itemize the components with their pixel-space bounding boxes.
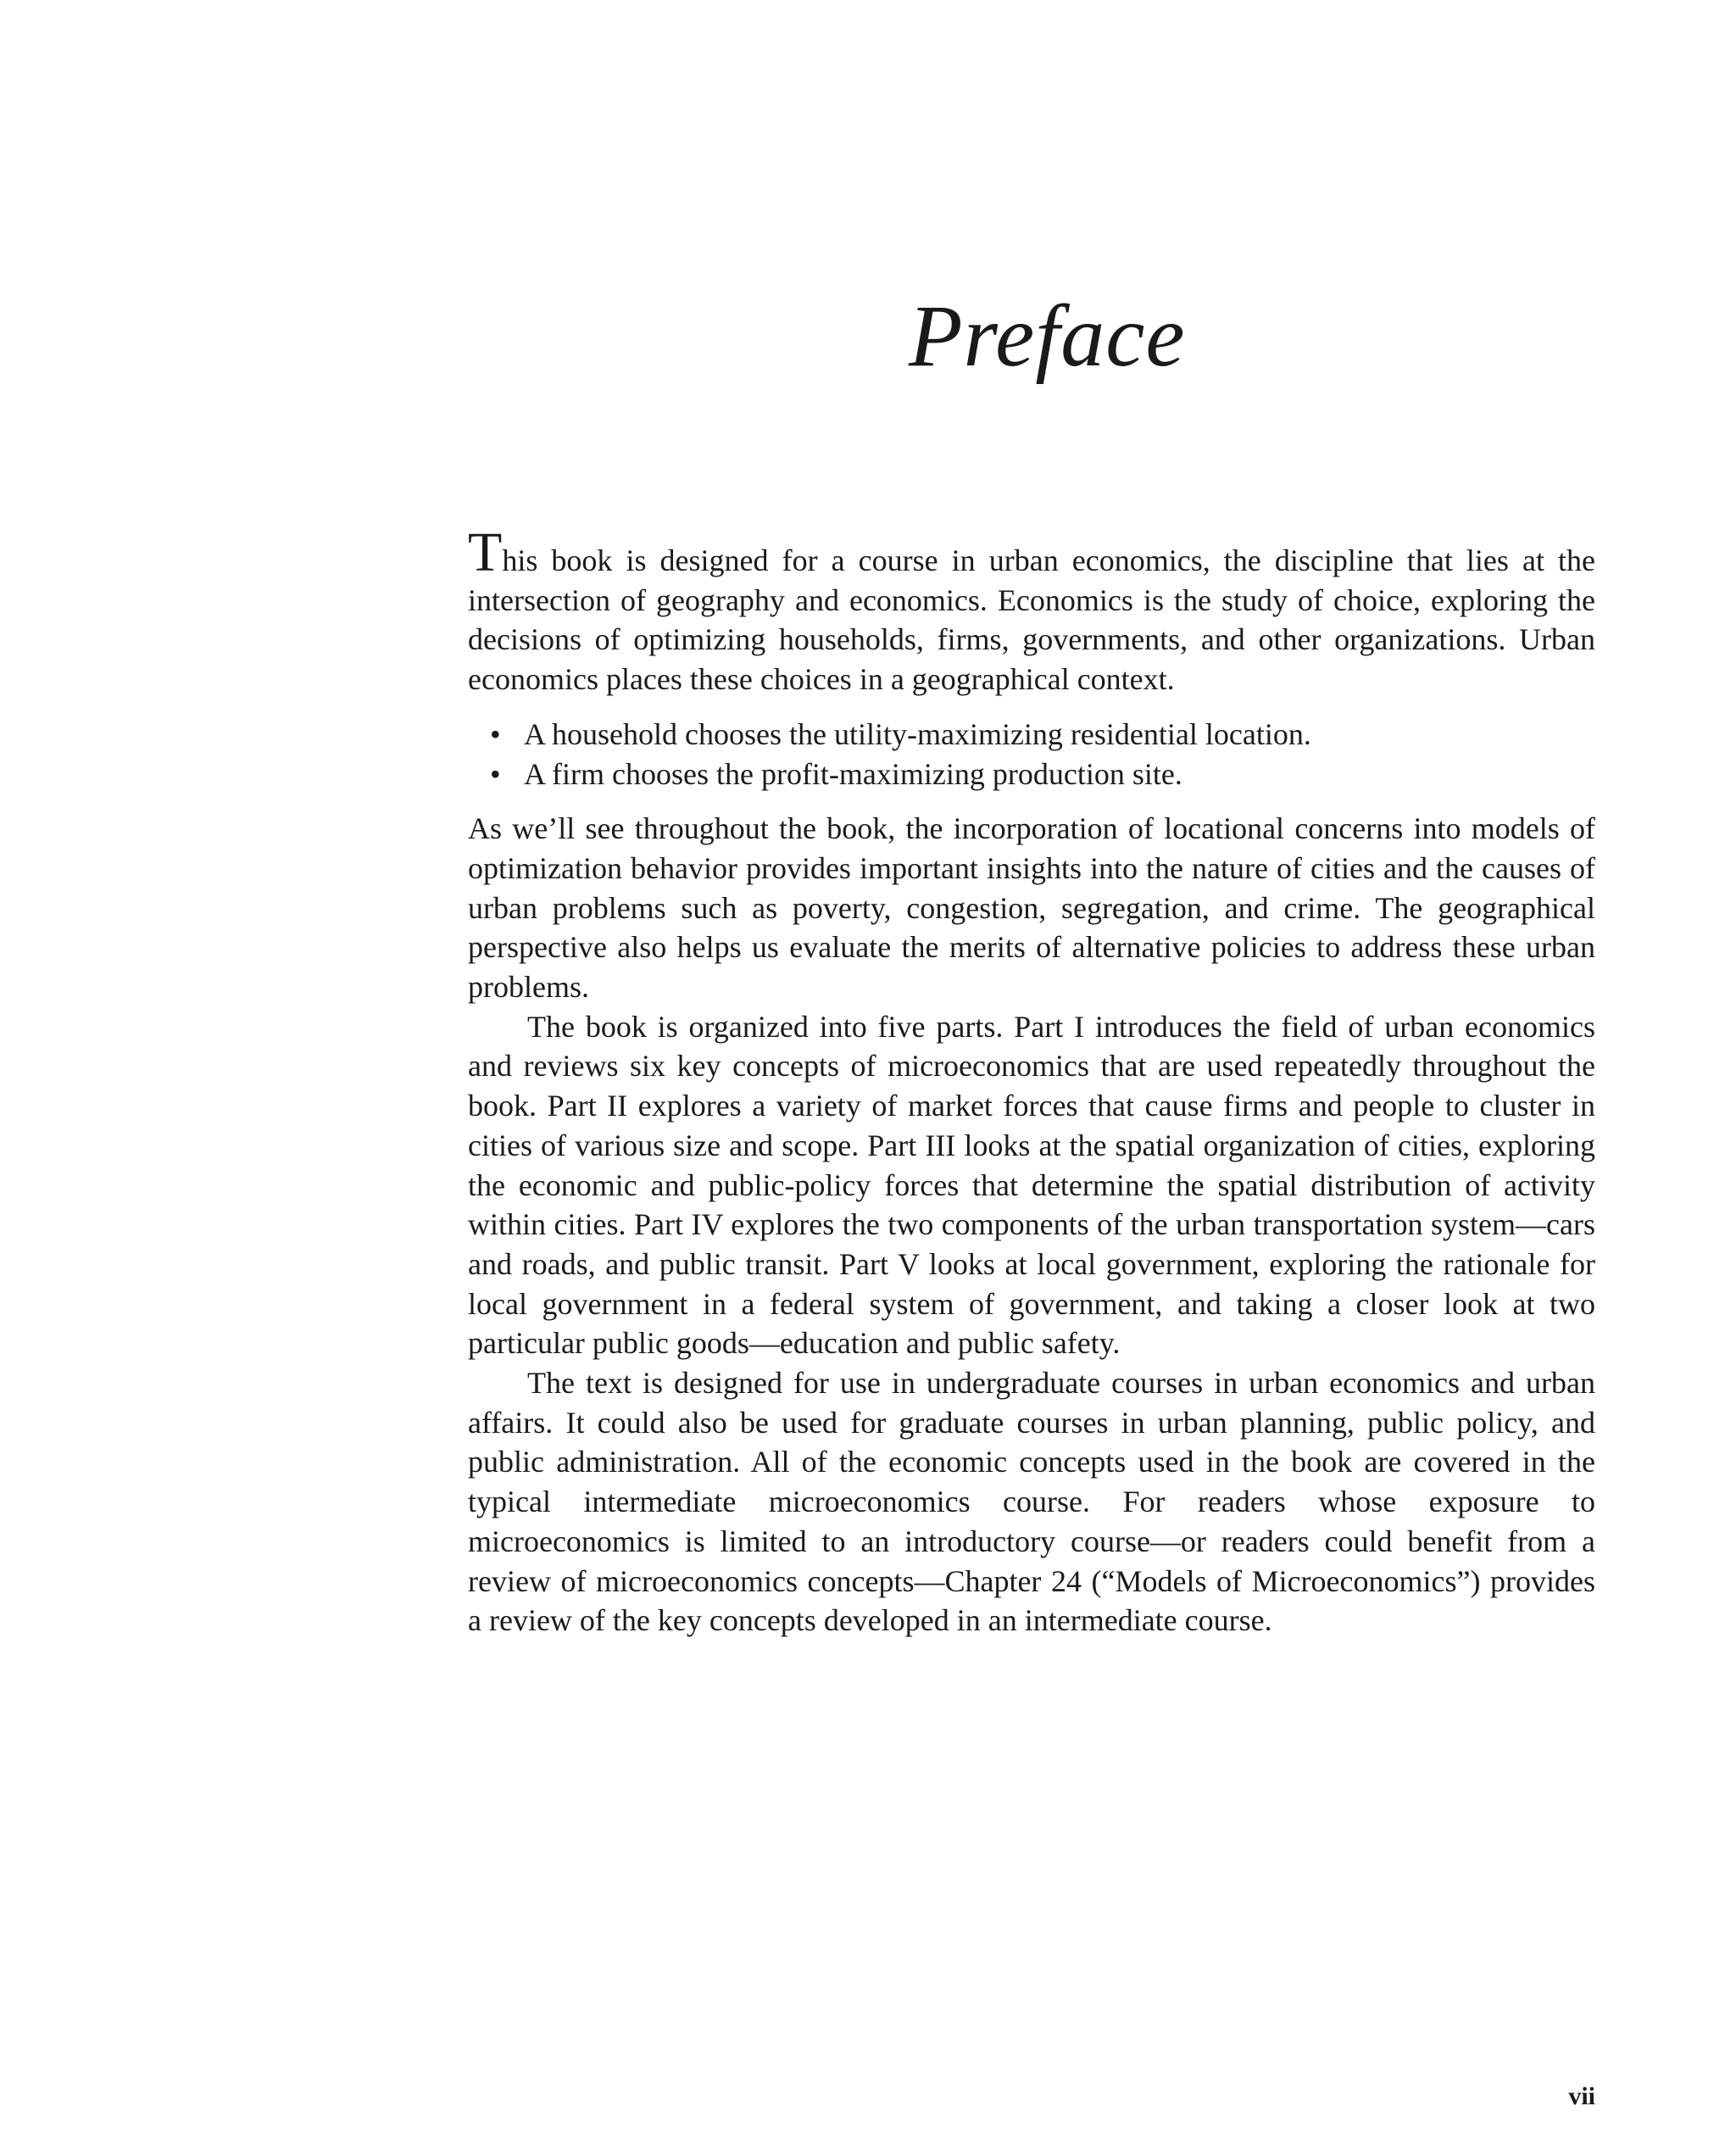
page-title: Preface — [909, 287, 1186, 385]
intro-paragraph — [468, 521, 1595, 699]
bullet-icon: • — [490, 756, 501, 791]
list-item — [468, 755, 1595, 794]
intro-text: his book is designed for a course in urban economics, the discipline that lies at the intersection of geography and economics. Economics is the study of choice, exploring the decisions of optimizing households, firms, governments, and other organizations. Urban economics places these choices in a geographical context. — [468, 543, 1595, 697]
body-paragraph-organization: The book is organized into five parts. Part I introduces the field of urban economics and reviews six key concepts of microeconomics that are used repeatedly throughout the book. Part II explores a variety of market forces that cause firms and people to cluster in cities of various size and scope. Part III looks at the spatial organization of cities, exploring the economic and public-policy forces that determine the spatial distribution of activity within cities. Part IV explores the two components of the urban transportation system—cars and roads, and public transit. Part V looks at local government, exploring the rationale for local government in a federal system of government, and taking a closer look at two particular public goods—education and public safety. — [468, 1009, 1595, 1361]
list-item — [468, 715, 1595, 755]
bullet-icon: • — [490, 716, 501, 751]
list-item-text: A household chooses the utility-maximizing residential location. — [524, 716, 1311, 751]
body-paragraph-locational: As we’ll see throughout the book, the incorporation of locational concerns into models of optimization behavior provides important insights into the nature of cities and the causes of urban problems such as poverty, congestion, segregation, and crime. The geographical perspective also helps us evaluate the merits of alternative policies to address these urban problems. — [468, 811, 1595, 1005]
body-paragraph-audience: The text is designed for use in undergraduate courses in urban economics and urban affairs. It could also be used for graduate courses in urban planning, public policy, and public administration. All of the economic concepts used in the book are covered in the typical intermediate microeconomics course. For readers whose exposure to microeconomics is limited to an introductory course—or readers could benefit from a review of microeconomics concepts—Chapter 24 (“Models of Microeconomics”) provides a review of the key concepts developed in an intermediate course. — [468, 1366, 1595, 1638]
list-item-text: A firm chooses the profit-maximizing production site. — [524, 756, 1182, 791]
preface-body — [468, 521, 1595, 1641]
drop-cap: T — [468, 521, 503, 583]
page-number: vii — [1568, 2082, 1595, 2110]
bullet-list — [468, 715, 1595, 794]
